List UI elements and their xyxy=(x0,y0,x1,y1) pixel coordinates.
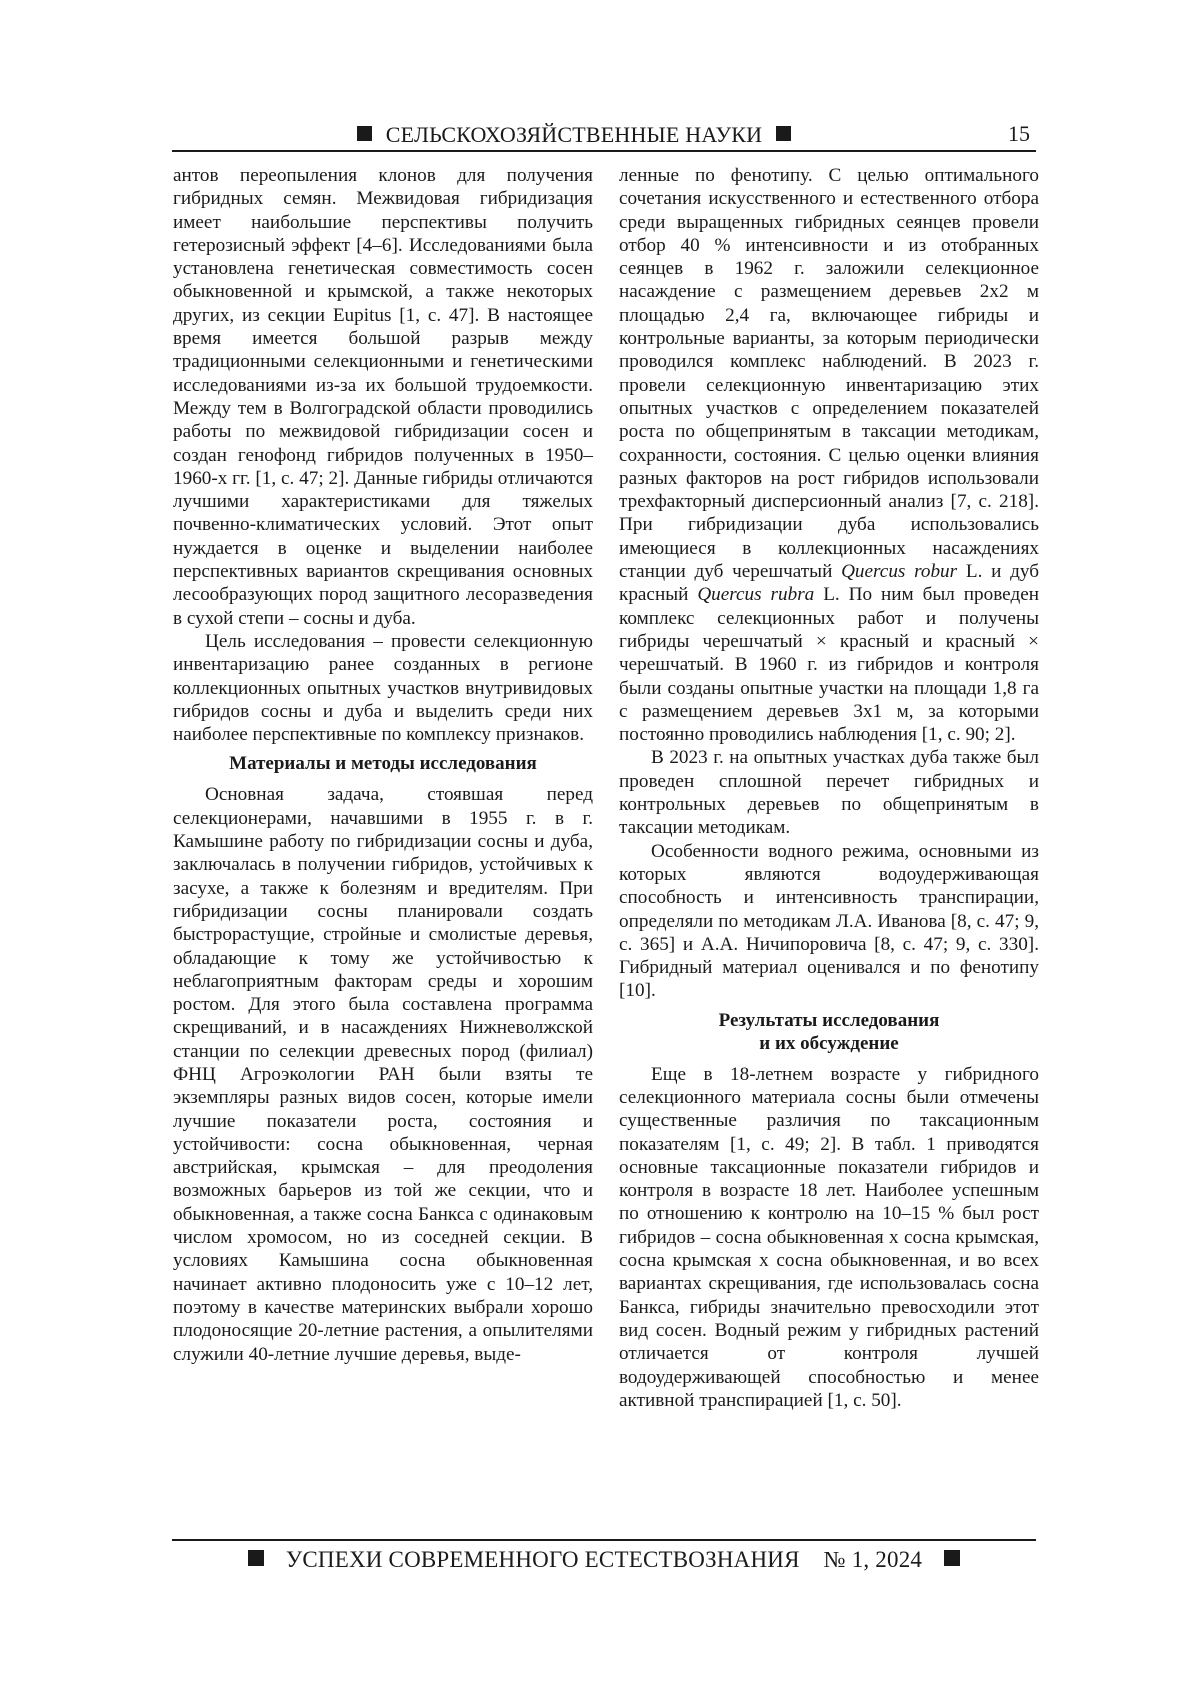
square-bullet-icon xyxy=(944,1550,960,1566)
species-name: Quercus robur xyxy=(841,561,958,583)
paragraph: Основная задача, стоявшая перед селекционерами, начавшими в 1955 г. в г. Камышине работу по гибридизации сосны и дуба, заключалась в получении гибридов, устойчивых к засухе, а также к болезням и вредителям. При гибридизации сосны планировали создать быстрорастущие, стройные и смолистые деревья, обладающие к тому же устойчивостью к неблагоприятным факторам среды и хорошим ростом. Для этого была составлена программа скрещиваний, и в насаждениях Нижневолжской станции по селекции древесных пород (филиал) ФНЦ Агроэкологии РАН были взяты те экземпляры разных видов сосен, которые имели лучшие показатели роста, состояния и устойчивости: сосна обыкновенная, черная австрийская, крымская – для преодоления возможных барьеров из той же секции, что и обыкновенная, а также сосна Банкса с одинаковым числом хромосом, но из соседней секции. В условиях Камышина сосна обыкновенная начинает активно плодоносить уже с 10–12 лет, поэтому в качестве материнских выбрали хорошо плодоносящие 20-летние растения, а опылителями служили 40-летние лучшие деревья, выде- xyxy=(173,784,593,1365)
paragraph: Особенности водного режима, основными из которых являются водоудерживающая способность и интенсивность транспирации, определяли по методикам Л.А. Иванова [8, с. 47; 9, с. 365] и А.А. Ничипоровича [8, с. 47; 9, с. 330]. Гибридный материал оценивался и по фенотипу [10]. xyxy=(619,840,1039,1002)
section-heading-results xyxy=(619,1009,1039,1055)
page-number: 15 xyxy=(1008,121,1030,146)
square-bullet-icon xyxy=(248,1550,264,1566)
paragraph: антов переопыления клонов для получения гибридных семян. Межвидовая гибридизация имеет наибольшие перспективы получить гетерозисный эффект [4–6]. Исследованиями была установлена генетическая совместимость сосен обыкновенной и крымской, а также некоторых других, из секции Eupitus [1, с. 47]. В настоящее время имеется большой разрыв между традиционными селекционными и генетическими исследованиями из-за их большой трудоемкости. Между тем в Волгоградской области проводились работы по межвидовой гибридизации сосен и создан генофонд гибридов полученных в 1950–1960-х гг. [1, с. 47; 2]. Данные гибриды отличаются лучшими характеристиками для тяжелых почвенно-климатических условий. Этот опыт нуждается в оценке и выделении наиболее перспективных вариантов скрещивания основных лесообразующих пород защитного лесоразведения в сухой степи – сосны и дуба. xyxy=(173,165,593,629)
heading-line: Результаты исследования xyxy=(718,1009,940,1031)
text-run: L. и дуб красный xyxy=(619,561,1039,606)
square-bullet-icon xyxy=(776,126,791,141)
text-run: L. По ним был проведен комплекс селекционных работ и получены гибриды черешчатый × красный и красный × черешчатый. В 1960 г. из гибридов и контроля были созданы опытные участки на площади 1,8 га с размещением деревьев 3х1 м, за которыми постоянно проводились наблюдения [1, с. 90; 2]. xyxy=(619,584,1039,746)
issue-number: № 1, 2024 xyxy=(823,1547,923,1572)
paragraph: В 2023 г. на опытных участках дуба также был проведен сплошной перечет гибридных и контрольных деревьев по общепринятым в таксации методикам. xyxy=(619,747,1039,839)
paragraph xyxy=(619,164,1039,746)
journal-name: УСПЕХИ СОВРЕМЕННОГО ЕСТЕСТВОЗНАНИЯ xyxy=(285,1547,800,1572)
paragraph: Цель исследования – провести селекционную инвентаризацию ранее созданных в регионе коллекционных опытных участков внутривидовых гибридов сосны и дуба и выделить среди них наиболее перспективные по комплексу признаков. xyxy=(173,630,593,746)
section-title xyxy=(172,122,976,148)
running-header xyxy=(172,118,1036,150)
right-column xyxy=(619,164,1039,1412)
section-heading-methods: Материалы и методы исследования xyxy=(229,753,537,775)
header-rule xyxy=(172,150,1036,152)
species-name: Quercus rubra xyxy=(697,584,815,606)
square-bullet-icon xyxy=(357,126,372,141)
section-name: СЕЛЬСКОХОЗЯЙСТВЕННЫЕ НАУКИ xyxy=(385,122,763,147)
text-run: ленные по фенотипу. С целью оптимального сочетания искусственного и естественного отбора среди выращенных гибридных сеянцев провели отбор 40 % интенсивности и из отобранных сеянцев в 1962 г. заложили селекционное насаждение с размещением деревьев 2х2 м площадью 2,4 га, включающее гибриды и контрольные варианты, за которым периодически проводился комплекс наблюдений. В 2023 г. провели селекционную инвентаризацию этих опытных участков с определением показателей роста по общепринятым в таксации методикам, сохранности, состояния. С целью оценки влияния разных факторов на рост гибридов использовали трехфакторный дисперсионный анализ [7, с. 218]. При гибридизации дуба использовались имеющиеся в коллекционных насаждениях станции дуб черешчатый xyxy=(619,165,1039,583)
heading-line: и их обсуждение xyxy=(759,1032,899,1054)
paragraph: Еще в 18-летнем возрасте у гибридного селекционного материала сосны были отмечены существенные различия по таксационным показателям [1, с. 49; 2]. В табл. 1 приводятся основные таксационные показатели гибридов и контроля в возрасте 18 лет. Наиболее успешным по отношению к контролю на 10–15 % был рост гибридов – сосна обыкновенная х сосна крымская, сосна крымская х сосна обыкновенная, и во всех вариантах скрещивания, где использовалась сосна Банкса, гибриды значительно превосходили этот вид сосен. Водный режим у гибридных растений отличается от контроля лучшей водоудерживающей способностью и менее активной транспирацией [1, с. 50]. xyxy=(619,1063,1039,1411)
footer-rule xyxy=(172,1539,1036,1541)
left-column xyxy=(173,164,593,1366)
running-footer xyxy=(172,1547,1036,1573)
